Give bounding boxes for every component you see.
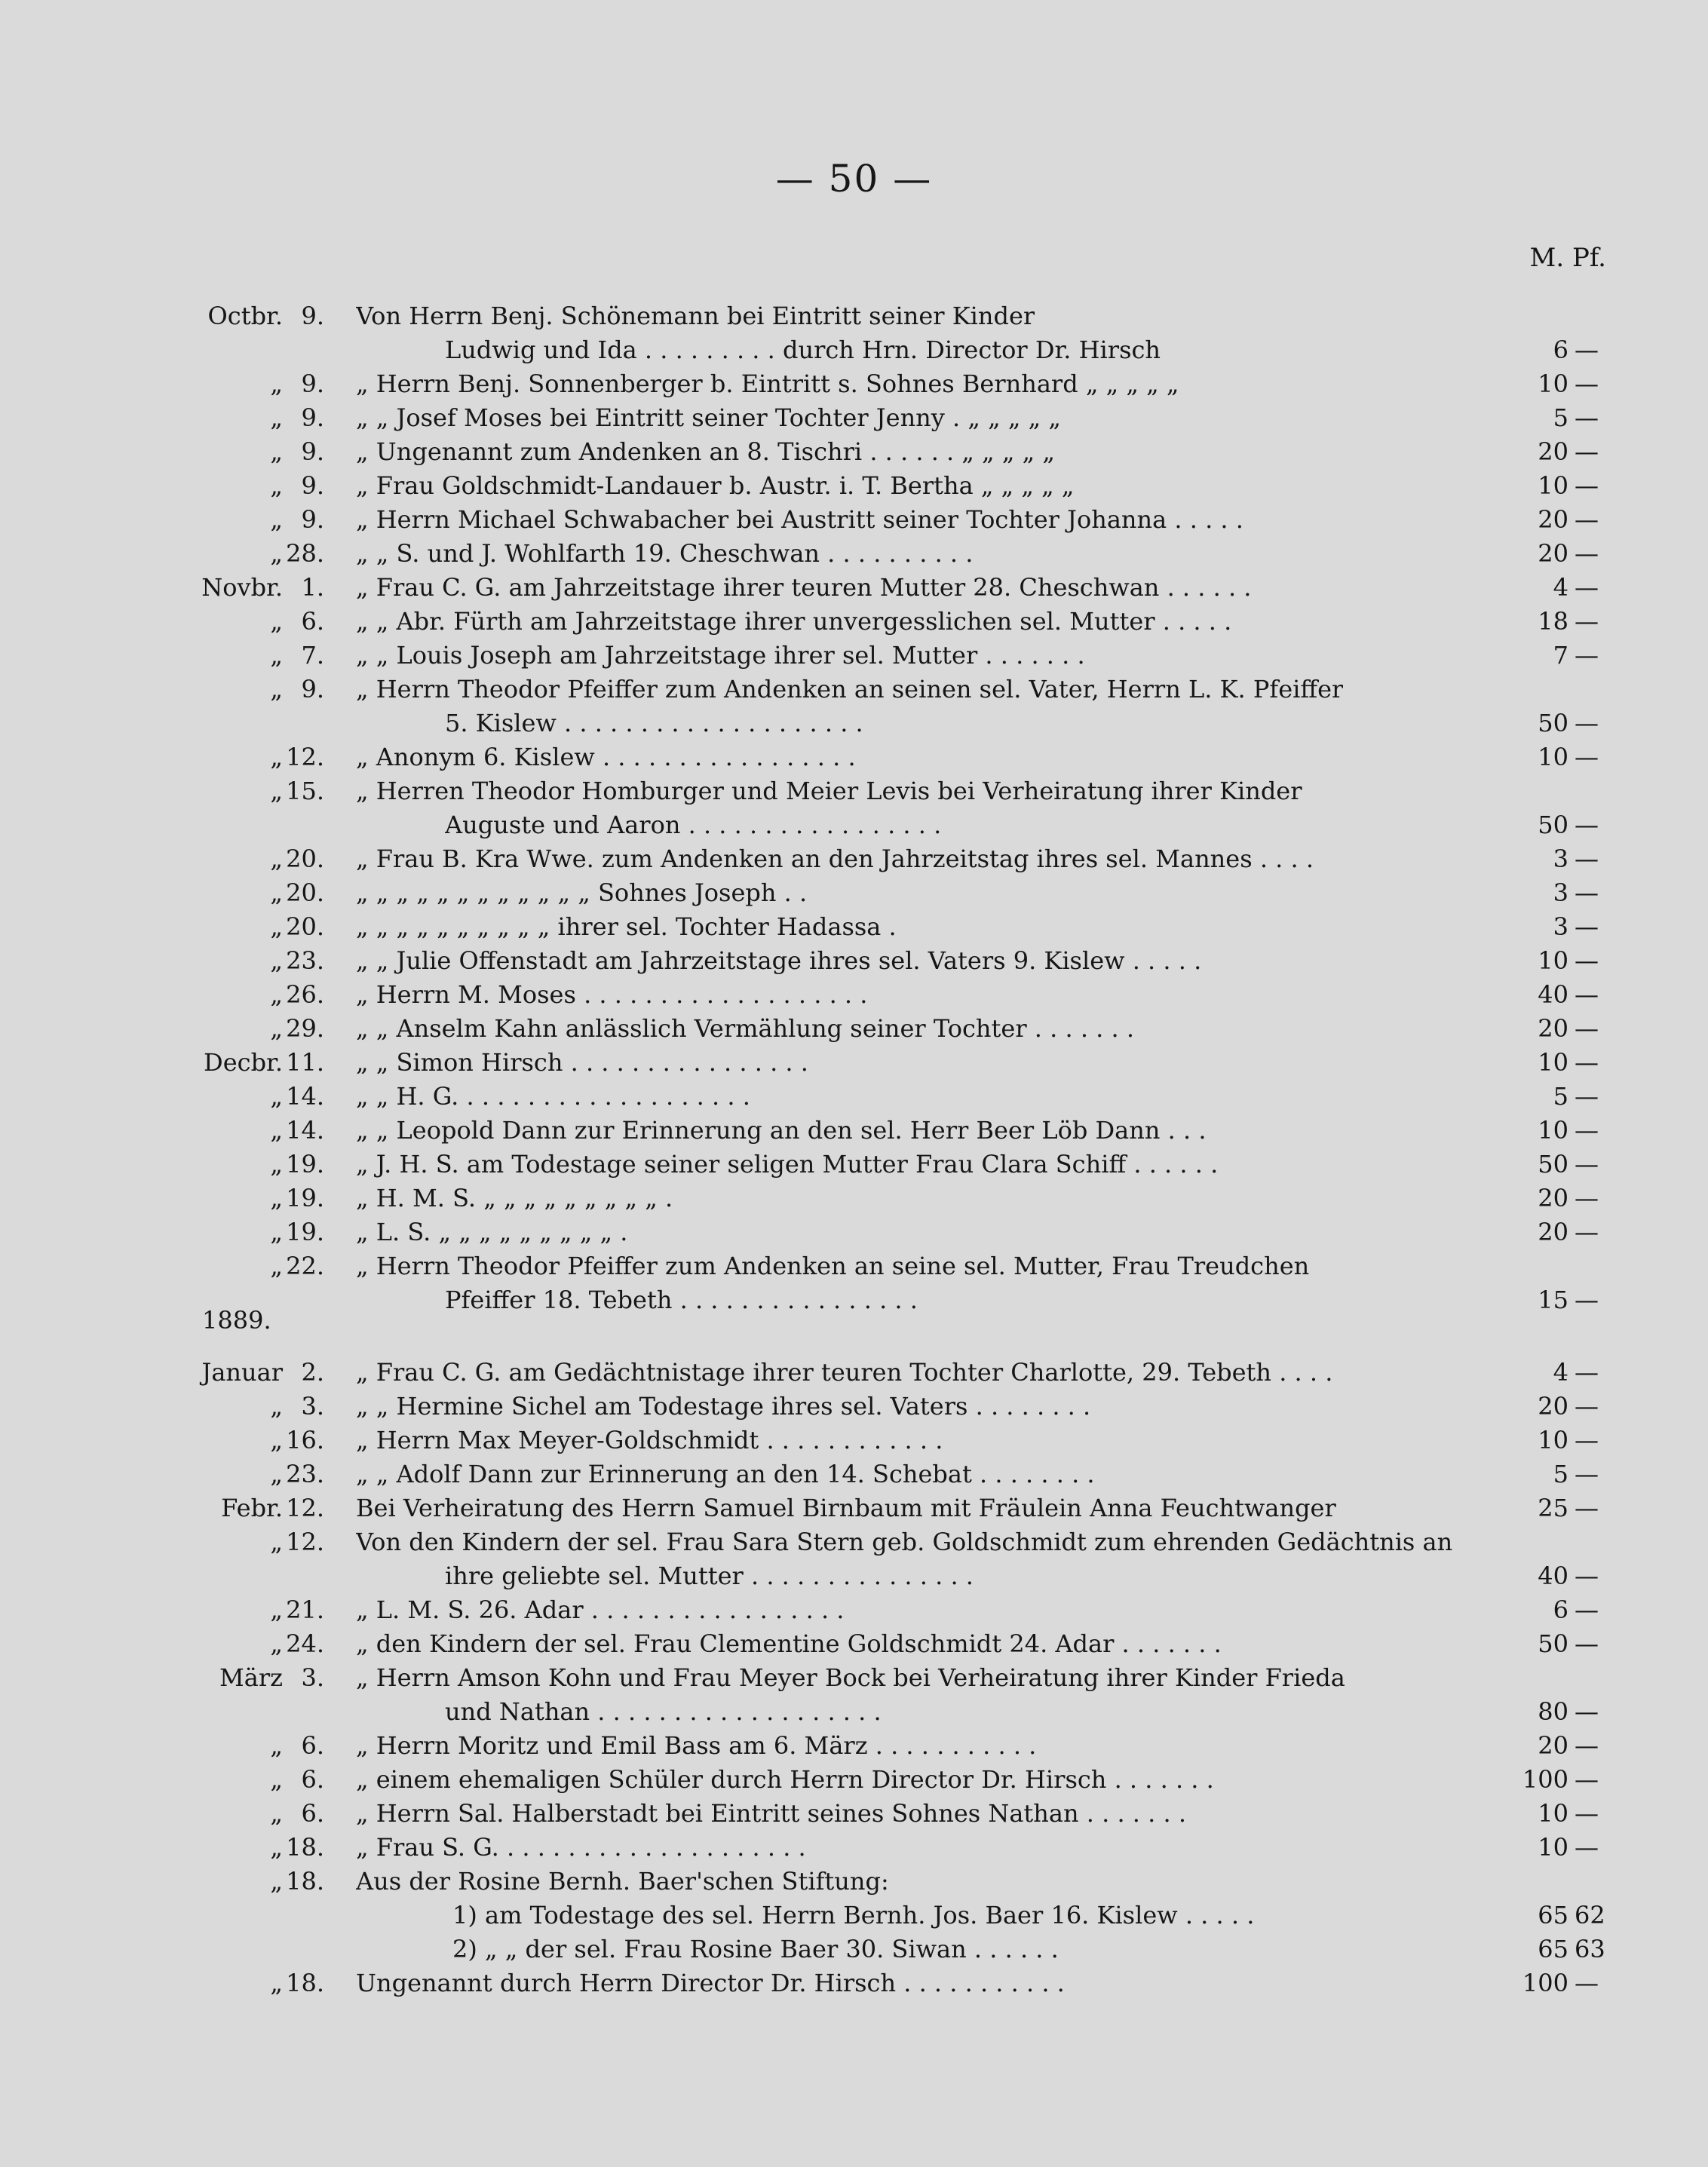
- row-amount-pfennig: —: [1575, 878, 1599, 907]
- row-month: „: [270, 1765, 283, 1794]
- ledger-row: [0, 1626, 1708, 1661]
- row-amount-pfennig: —: [1575, 811, 1599, 839]
- row-amount-mark: 7: [1553, 641, 1568, 670]
- row-amount-pfennig: —: [1575, 1014, 1599, 1043]
- row-day: 15.: [286, 777, 324, 805]
- row-amount-mark: 50: [1538, 811, 1568, 839]
- ledger-row: [0, 1011, 1708, 1046]
- ledger-row: [0, 774, 1708, 808]
- row-description: „ Herrn Michael Schwabacher bei Austritt seiner Tochter Johanna . . . . .: [356, 505, 1243, 534]
- row-month: „: [270, 1184, 283, 1212]
- ledger-row: [0, 1079, 1708, 1114]
- row-month: „: [270, 946, 283, 975]
- row-description: „ Frau B. Kra Wwe. zum Andenken an den Jahrzeitstag ihres sel. Mannes . . . .: [356, 844, 1314, 873]
- row-month: „: [270, 878, 283, 907]
- row-description: Pfeiffer 18. Tebeth . . . . . . . . . . . . . . . .: [445, 1286, 918, 1314]
- row-amount-mark: 10: [1538, 1116, 1568, 1145]
- ledger-row: [0, 1457, 1708, 1491]
- row-description: „ Herrn Moritz und Emil Bass am 6. März . . . . . . . . . . .: [356, 1731, 1037, 1760]
- row-amount-mark: 5: [1553, 1082, 1568, 1111]
- row-description: Ungenannt durch Herrn Director Dr. Hirsch . . . . . . . . . . .: [356, 1969, 1065, 1997]
- row-month: „: [270, 1731, 283, 1760]
- ledger-row: [0, 400, 1708, 435]
- row-month: „: [270, 1218, 283, 1246]
- row-day: 28.: [286, 539, 324, 568]
- row-description: „ „ Leopold Dann zur Erinnerung an den sel. Herr Beer Löb Dann . . .: [356, 1116, 1207, 1145]
- row-day: 9.: [301, 302, 324, 330]
- ledger-row: [0, 1423, 1708, 1457]
- row-description: „ Herrn Amson Kohn und Frau Meyer Bock bei Verheiratung ihrer Kinder Frieda: [356, 1663, 1345, 1692]
- ledger-row: [0, 468, 1708, 503]
- row-description: „ Anonym 6. Kislew . . . . . . . . . . . . . . . . .: [356, 743, 856, 771]
- ledger-row: [0, 1215, 1708, 1249]
- ledger-row: [0, 1283, 1708, 1317]
- row-amount-pfennig: —: [1575, 1048, 1599, 1077]
- row-day: 9.: [301, 471, 324, 500]
- row-day: 3.: [301, 1663, 324, 1692]
- row-month: „: [270, 1833, 283, 1862]
- ledger-row: [0, 1113, 1708, 1148]
- row-description: und Nathan . . . . . . . . . . . . . . . . . . .: [445, 1697, 882, 1726]
- row-amount-pfennig: —: [1575, 641, 1599, 670]
- ledger-row: [0, 909, 1708, 944]
- row-amount-mark: 18: [1538, 607, 1568, 636]
- row-month: „: [270, 1116, 283, 1145]
- row-description: „ Frau C. G. am Gedächtnistage ihrer teuren Tochter Charlotte, 29. Tebeth . . . .: [356, 1358, 1333, 1387]
- row-amount-pfennig: —: [1575, 607, 1599, 636]
- row-amount-pfennig: —: [1575, 844, 1599, 873]
- row-day: 9.: [301, 505, 324, 534]
- row-description: „ Frau Goldschmidt-Landauer b. Austr. i. T. Bertha „ „ „ „ „: [356, 471, 1075, 500]
- row-month: „: [270, 437, 283, 466]
- row-month: „: [270, 1014, 283, 1043]
- row-month: „: [270, 1629, 283, 1658]
- ledger-row: [0, 502, 1708, 537]
- row-amount-pfennig: —: [1575, 1286, 1599, 1314]
- row-day: 9.: [301, 437, 324, 466]
- row-description: „ „ Anselm Kahn anlässlich Vermählung seiner Tochter . . . . . . .: [356, 1014, 1135, 1043]
- ledger-row: [0, 1932, 1708, 1966]
- row-amount-pfennig: —: [1575, 505, 1599, 534]
- row-amount-mark: 10: [1538, 1048, 1568, 1077]
- ledger-row: [0, 1694, 1708, 1729]
- row-amount-mark: 10: [1538, 1833, 1568, 1862]
- year-label: 1889.: [202, 1306, 271, 1335]
- row-amount-mark: 50: [1538, 1150, 1568, 1179]
- ledger-row: [0, 1966, 1708, 2000]
- row-amount-mark: 50: [1538, 1629, 1568, 1658]
- row-amount-pfennig: —: [1575, 573, 1599, 602]
- row-amount-pfennig: —: [1575, 1116, 1599, 1145]
- row-month: „: [270, 980, 283, 1009]
- row-amount-pfennig: —: [1575, 1358, 1599, 1387]
- row-month: „: [270, 1799, 283, 1828]
- row-month: „: [270, 675, 283, 703]
- row-description: „ Frau C. G. am Jahrzeitstage ihrer teuren Mutter 28. Cheschwan . . . . . .: [356, 573, 1252, 602]
- mark-header: M.: [1529, 243, 1565, 273]
- ledger-row: [0, 1830, 1708, 1865]
- row-amount-mark: 6: [1553, 1595, 1568, 1624]
- row-amount-pfennig: —: [1575, 1082, 1599, 1111]
- row-amount-pfennig: —: [1575, 1150, 1599, 1179]
- row-day: 19.: [286, 1218, 324, 1246]
- row-month: „: [270, 1867, 283, 1896]
- row-month: „: [270, 844, 283, 873]
- row-description: Von Herrn Benj. Schönemann bei Eintritt seiner Kinder: [356, 302, 1035, 330]
- row-amount-mark: 20: [1538, 1218, 1568, 1246]
- ledger-row: [0, 808, 1708, 842]
- row-description: „ „ „ „ „ „ „ „ „ „ „ „ Sohnes Joseph . .: [356, 878, 808, 907]
- row-amount-mark: 10: [1538, 1426, 1568, 1454]
- row-amount-mark: 10: [1538, 1799, 1568, 1828]
- row-amount-mark: 3: [1553, 844, 1568, 873]
- row-month: Novbr.: [201, 573, 283, 602]
- row-description: „ L. M. S. 26. Adar . . . . . . . . . . . . . . . . .: [356, 1595, 845, 1624]
- row-amount-pfennig: —: [1575, 743, 1599, 771]
- row-description: „ L. S. „ „ „ „ „ „ „ „ „ .: [356, 1218, 628, 1246]
- row-day: 6.: [301, 1799, 324, 1828]
- row-amount-pfennig: —: [1575, 1595, 1599, 1624]
- row-day: 11.: [286, 1048, 324, 1077]
- row-day: 9.: [301, 675, 324, 703]
- row-description: „ einem ehemaligen Schüler durch Herrn Director Dr. Hirsch . . . . . . .: [356, 1765, 1214, 1794]
- row-month: „: [270, 641, 283, 670]
- ledger-row: [0, 1181, 1708, 1215]
- row-amount-pfennig: —: [1575, 1218, 1599, 1246]
- ledger-row: [0, 570, 1708, 605]
- row-month: „: [270, 777, 283, 805]
- row-description: „ „ Julie Offenstadt am Jahrzeitstage ihres sel. Vaters 9. Kislew . . . . .: [356, 946, 1202, 975]
- row-amount-pfennig: —: [1575, 471, 1599, 500]
- ledger-row: [0, 299, 1708, 333]
- row-day: 1.: [301, 573, 324, 602]
- row-description: „ Herrn Theodor Pfeiffer zum Andenken an seinen sel. Vater, Herrn L. K. Pfeiffer: [356, 675, 1344, 703]
- row-description: „ „ Hermine Sichel am Todestage ihres sel. Vaters . . . . . . . .: [356, 1392, 1091, 1421]
- row-month: „: [270, 1969, 283, 1997]
- row-description: „ Ungenannt zum Andenken an 8. Tischri . . . . . . „ „ „ „ „: [356, 437, 1055, 466]
- row-day: 12.: [286, 743, 324, 771]
- ledger-row: [0, 604, 1708, 639]
- page-number: — 50 —: [775, 157, 933, 201]
- row-description: 5. Kislew . . . . . . . . . . . . . . . . . . . .: [445, 709, 863, 737]
- row-description: „ „ S. und J. Wohlfarth 19. Cheschwan . . . . . . . . . .: [356, 539, 974, 568]
- ledger-row: [0, 943, 1708, 978]
- row-day: 6.: [301, 1731, 324, 1760]
- ledger-row: [0, 706, 1708, 740]
- row-day: 20.: [286, 844, 324, 873]
- row-description: „ „ Josef Moses bei Eintritt seiner Tochter Jenny . „ „ „ „ „: [356, 403, 1061, 432]
- ledger-row: [0, 536, 1708, 571]
- pfennig-header: Pf.: [1572, 243, 1606, 273]
- row-amount-pfennig: —: [1575, 1392, 1599, 1421]
- row-day: 6.: [301, 607, 324, 636]
- row-month: „: [270, 1252, 283, 1280]
- row-amount-pfennig: —: [1575, 1184, 1599, 1212]
- row-month: „: [270, 1150, 283, 1179]
- row-month: „: [270, 1528, 283, 1556]
- row-description: Bei Verheiratung des Herrn Samuel Birnbaum mit Fräulein Anna Feuchtwanger: [356, 1494, 1336, 1522]
- row-day: 22.: [286, 1252, 324, 1280]
- row-description: 1) am Todestage des sel. Herrn Bernh. Jos. Baer 16. Kislew . . . . .: [452, 1901, 1255, 1929]
- row-amount-mark: 20: [1538, 1731, 1568, 1760]
- row-month: „: [270, 1595, 283, 1624]
- row-day: 23.: [286, 946, 324, 975]
- row-amount-mark: 50: [1538, 709, 1568, 737]
- row-amount-pfennig: —: [1575, 980, 1599, 1009]
- row-day: 7.: [301, 641, 324, 670]
- row-month: „: [270, 403, 283, 432]
- row-month: Januar: [201, 1358, 283, 1387]
- row-amount-pfennig: —: [1575, 369, 1599, 398]
- row-description: „ „ H. G. . . . . . . . . . . . . . . . . . . .: [356, 1082, 750, 1111]
- row-amount-mark: 65: [1538, 1935, 1568, 1963]
- row-description: „ Herrn Theodor Pfeiffer zum Andenken an seine sel. Mutter, Frau Treudchen: [356, 1252, 1310, 1280]
- row-amount-mark: 20: [1538, 1184, 1568, 1212]
- row-month: „: [270, 471, 283, 500]
- ledger-row: [0, 1864, 1708, 1899]
- row-day: 9.: [301, 403, 324, 432]
- row-day: 14.: [286, 1116, 324, 1145]
- row-description: „ Frau S. G. . . . . . . . . . . . . . . . . . . . .: [356, 1833, 806, 1862]
- row-day: 3.: [301, 1392, 324, 1421]
- row-day: 18.: [286, 1833, 324, 1862]
- row-month: Octbr.: [207, 302, 283, 330]
- ledger-row: [0, 1898, 1708, 1933]
- row-day: 12.: [286, 1494, 324, 1522]
- row-amount-pfennig: —: [1575, 336, 1599, 364]
- row-amount-mark: 4: [1553, 573, 1568, 602]
- row-amount-mark: 20: [1538, 1392, 1568, 1421]
- row-month: „: [270, 1082, 283, 1111]
- row-amount-pfennig: 62: [1575, 1901, 1605, 1929]
- row-description: Aus der Rosine Bernh. Baer'schen Stiftung:: [356, 1867, 889, 1896]
- row-amount-mark: 20: [1538, 505, 1568, 534]
- row-month: „: [270, 1460, 283, 1488]
- ledger-row: [0, 1592, 1708, 1627]
- row-amount-mark: 20: [1538, 1014, 1568, 1043]
- row-amount-mark: 10: [1538, 471, 1568, 500]
- row-month: „: [270, 369, 283, 398]
- row-month: „: [270, 539, 283, 568]
- row-amount-pfennig: —: [1575, 1731, 1599, 1760]
- ledger-row: [0, 1660, 1708, 1695]
- row-description: „ Herrn Max Meyer-Goldschmidt . . . . . . . . . . . .: [356, 1426, 943, 1454]
- row-amount-mark: 3: [1553, 912, 1568, 941]
- row-month: „: [270, 743, 283, 771]
- row-month: „: [270, 607, 283, 636]
- row-description: „ J. H. S. am Todestage seiner seligen Mutter Frau Clara Schiff . . . . . .: [356, 1150, 1219, 1179]
- row-day: 18.: [286, 1867, 324, 1896]
- row-day: 9.: [301, 369, 324, 398]
- ledger-row: [0, 1525, 1708, 1559]
- row-amount-pfennig: —: [1575, 1969, 1599, 1997]
- row-amount-pfennig: —: [1575, 1765, 1599, 1794]
- row-amount-pfennig: —: [1575, 539, 1599, 568]
- row-amount-mark: 4: [1553, 1358, 1568, 1387]
- row-description: „ „ Louis Joseph am Jahrzeitstage ihrer sel. Mutter . . . . . . .: [356, 641, 1085, 670]
- row-amount-pfennig: —: [1575, 1426, 1599, 1454]
- ledger-row: [0, 672, 1708, 706]
- row-description: „ „ Abr. Fürth am Jahrzeitstage ihrer unvergesslichen sel. Mutter . . . . .: [356, 607, 1232, 636]
- row-description: „ H. M. S. „ „ „ „ „ „ „ „ „ .: [356, 1184, 673, 1212]
- row-description: „ Herrn Benj. Sonnenberger b. Eintritt s. Sohnes Bernhard „ „ „ „ „: [356, 369, 1179, 398]
- ledger-row: [0, 366, 1708, 401]
- row-day: 20.: [286, 878, 324, 907]
- row-amount-mark: 10: [1538, 369, 1568, 398]
- row-amount-mark: 40: [1538, 1562, 1568, 1590]
- ledger-row: [0, 740, 1708, 774]
- row-day: 6.: [301, 1765, 324, 1794]
- row-amount-mark: 65: [1538, 1901, 1568, 1929]
- ledger-row: [0, 1559, 1708, 1593]
- row-day: 12.: [286, 1528, 324, 1556]
- row-day: 19.: [286, 1150, 324, 1179]
- row-description: „ den Kindern der sel. Frau Clementine Goldschmidt 24. Adar . . . . . . .: [356, 1629, 1222, 1658]
- ledger-row: [0, 875, 1708, 910]
- row-description: „ Herrn M. Moses . . . . . . . . . . . . . . . . . . .: [356, 980, 868, 1009]
- row-amount-pfennig: —: [1575, 912, 1599, 941]
- row-description: „ „ „ „ „ „ „ „ „ „ ihrer sel. Tochter Hadassa .: [356, 912, 897, 941]
- row-amount-pfennig: —: [1575, 403, 1599, 432]
- row-month: „: [270, 1426, 283, 1454]
- row-amount-mark: 6: [1553, 336, 1568, 364]
- ledger-row: [0, 1796, 1708, 1831]
- row-amount-pfennig: —: [1575, 1697, 1599, 1726]
- row-amount-pfennig: —: [1575, 1799, 1599, 1828]
- row-amount-pfennig: —: [1575, 1460, 1599, 1488]
- row-amount-mark: 10: [1538, 946, 1568, 975]
- row-amount-pfennig: —: [1575, 437, 1599, 466]
- ledger-row: [0, 1491, 1708, 1525]
- row-amount-mark: 25: [1538, 1494, 1568, 1522]
- row-day: 24.: [286, 1629, 324, 1658]
- row-month: „: [270, 912, 283, 941]
- row-description: ihre geliebte sel. Mutter . . . . . . . . . . . . . . .: [445, 1562, 974, 1590]
- row-description: 2) „ „ der sel. Frau Rosine Baer 30. Siwan . . . . . .: [452, 1935, 1059, 1963]
- row-amount-mark: 100: [1522, 1765, 1568, 1794]
- row-day: 2.: [301, 1358, 324, 1387]
- ledger-row: [0, 841, 1708, 876]
- row-month: März: [219, 1663, 283, 1692]
- row-amount-mark: 100: [1522, 1969, 1568, 1997]
- row-month: „: [270, 505, 283, 534]
- row-amount-mark: 20: [1538, 437, 1568, 466]
- row-amount-pfennig: —: [1575, 1494, 1599, 1522]
- ledger-row: [0, 333, 1708, 367]
- ledger-row: [0, 1389, 1708, 1424]
- row-day: 19.: [286, 1184, 324, 1212]
- row-amount-mark: 15: [1538, 1286, 1568, 1314]
- row-day: 21.: [286, 1595, 324, 1624]
- row-amount-mark: 40: [1538, 980, 1568, 1009]
- row-description: Ludwig und Ida . . . . . . . . . durch Hrn. Director Dr. Hirsch: [445, 336, 1161, 364]
- ledger-row: [0, 1355, 1708, 1390]
- row-amount-pfennig: —: [1575, 1562, 1599, 1590]
- ledger-row: [0, 1728, 1708, 1763]
- row-description: „ Herren Theodor Homburger und Meier Levis bei Verheiratung ihrer Kinder: [356, 777, 1302, 805]
- ledger-row: [0, 638, 1708, 673]
- row-amount-pfennig: —: [1575, 946, 1599, 975]
- row-day: 16.: [286, 1426, 324, 1454]
- row-amount-mark: 3: [1553, 878, 1568, 907]
- ledger-row: [0, 1249, 1708, 1283]
- row-day: 18.: [286, 1969, 324, 1997]
- row-amount-mark: 10: [1538, 743, 1568, 771]
- row-amount-mark: 5: [1553, 1460, 1568, 1488]
- row-month: „: [270, 1392, 283, 1421]
- row-day: 20.: [286, 912, 324, 941]
- row-description: „ Herrn Sal. Halberstadt bei Eintritt seines Sohnes Nathan . . . . . . .: [356, 1799, 1186, 1828]
- row-amount-pfennig: —: [1575, 1833, 1599, 1862]
- row-month: Decbr.: [204, 1048, 283, 1077]
- ledger-row: [0, 977, 1708, 1012]
- row-month: Febr.: [221, 1494, 283, 1522]
- row-description: Von den Kindern der sel. Frau Sara Stern geb. Goldschmidt zum ehrenden Gedächtnis an: [356, 1528, 1453, 1556]
- row-amount-pfennig: —: [1575, 709, 1599, 737]
- row-day: 23.: [286, 1460, 324, 1488]
- row-description: „ „ Simon Hirsch . . . . . . . . . . . . . . . .: [356, 1048, 808, 1077]
- row-amount-mark: 20: [1538, 539, 1568, 568]
- ledger-row: [0, 434, 1708, 469]
- row-day: 29.: [286, 1014, 324, 1043]
- column-header: [1501, 243, 1606, 273]
- row-amount-pfennig: 63: [1575, 1935, 1605, 1963]
- ledger-row: [0, 1147, 1708, 1182]
- row-day: 14.: [286, 1082, 324, 1111]
- row-description: Auguste und Aaron . . . . . . . . . . . . . . . . .: [445, 811, 942, 839]
- ledger-row: [0, 1045, 1708, 1080]
- row-description: „ „ Adolf Dann zur Erinnerung an den 14. Schebat . . . . . . . .: [356, 1460, 1095, 1488]
- row-amount-mark: 5: [1553, 403, 1568, 432]
- row-amount-mark: 80: [1538, 1697, 1568, 1726]
- ledger-row: [0, 1762, 1708, 1797]
- row-amount-pfennig: —: [1575, 1629, 1599, 1658]
- row-day: 26.: [286, 980, 324, 1009]
